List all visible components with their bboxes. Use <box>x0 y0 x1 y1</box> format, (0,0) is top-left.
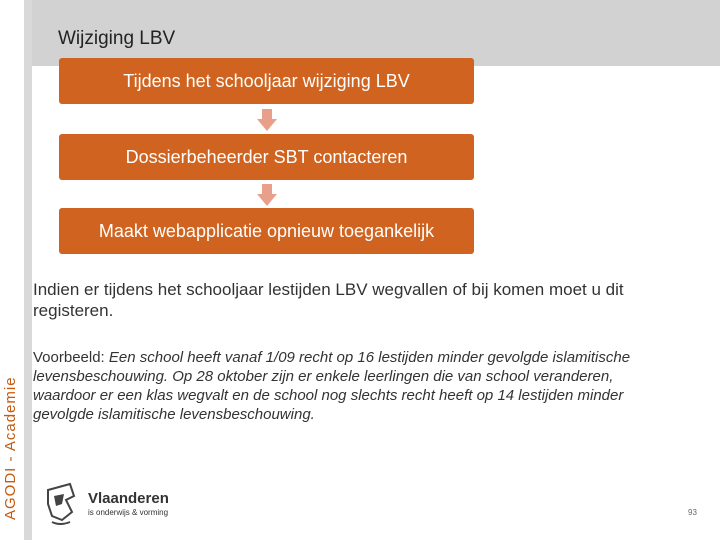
logo-name: Vlaanderen <box>88 490 169 507</box>
flow-step-3: Maakt webapplicatie opnieuw toegankelijk <box>59 208 474 254</box>
slide-title: Wijziging LBV <box>58 28 176 49</box>
logo-subtitle: is onderwijs & vorming <box>88 508 169 517</box>
left-band <box>24 0 32 540</box>
example-prefix: Voorbeeld: <box>33 349 109 366</box>
flow-step-1: Tijdens het schooljaar wijziging LBV <box>59 58 474 104</box>
body-paragraph: Indien er tijdens het schooljaar lestijden LBV wegvallen of bij komen moet u dit registeren. <box>33 280 624 320</box>
example-text: Een school heeft vanaf 1/09 recht op 16 lestijden minder gevolgde islamitische levensbeschouwing. Op 28 oktober zijn er enkele leerlingen die van school veranderen, waardoor er een klas wegvalt en de school nog slechts recht heeft op 14 lestijden minder gevolgde islamitische levensbeschouwing. <box>33 349 631 423</box>
example-block <box>33 348 673 424</box>
flow-step-2: Dossierbeheerder SBT contacteren <box>59 134 474 180</box>
page-number: 93 <box>688 508 697 517</box>
side-label: AGODI - Academie <box>2 376 19 520</box>
arrow-down-icon <box>257 184 277 206</box>
arrow-down-icon <box>257 109 277 131</box>
